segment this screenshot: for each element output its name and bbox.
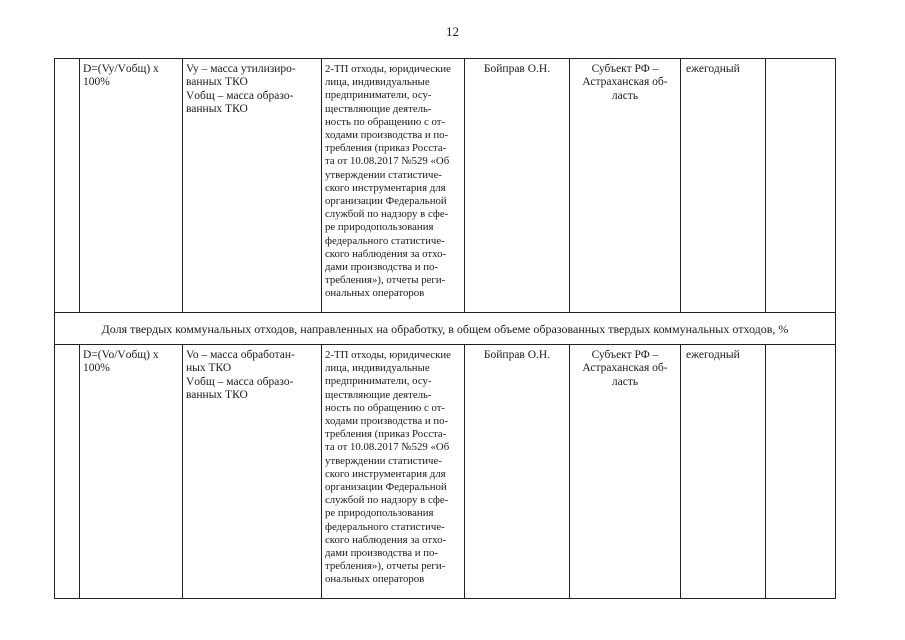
table-row [55,59,836,313]
source-cell: 2-ТП отходы, юридические лица, индивидуальные предприниматели, осу- ществляющие деятель- ность по обращению с от- ходами производства и по- требления (приказ Росста- та от 10.08.2017 №529 «Об утверждении статистиче- ского инструментария для организации Федеральной службой по надзору в сфе- ре природопользования федерального статистиче- ского наблюдения за отхо- дами производства и по- требления»), отчеты реги- ональных операторов [322,345,465,599]
formula-cell: D=(Vo/Vобщ) x 100% [80,345,183,599]
table-row [55,345,836,599]
section-title: Доля твердых коммунальных отходов, направленных на обработку, в общем объеме образованных твердых коммунальных отходов, % [55,313,836,345]
periodicity-cell: ежегодный [681,345,766,599]
note-cell [766,345,836,599]
responsible-cell: Бойправ О.Н. [465,59,570,313]
row-number-cell [55,59,80,313]
variables-cell: Vy – масса утилизиро- ванных ТКО Vобщ – масса образо- ванных ТКО [183,59,322,313]
source-cell: 2-ТП отходы, юридические лица, индивидуальные предприниматели, осу- ществляющие деятель- ность по обращению с от- ходами производства и по- требления (приказ Росста- та от 10.08.2017 №529 «Об утверждении статистиче- ского инструментария для организации Федеральной службой по надзору в сфе- ре природопользования федерального статистиче- ского наблюдения за отхо- дами производства и по- требления»), отчеты реги- ональных операторов [322,59,465,313]
indicator-table [54,58,836,599]
note-cell [766,59,836,313]
subject-cell: Субъект РФ – Астраханская об- ласть [570,345,681,599]
variables-cell: Vo – масса обработан- ных ТКО Vобщ – масса образо- ванных ТКО [183,345,322,599]
subject-cell: Субъект РФ – Астраханская об- ласть [570,59,681,313]
formula-cell: D=(Vy/Vобщ) x 100% [80,59,183,313]
page-number: 12 [446,24,459,39]
section-header-row [55,313,836,345]
row-number-cell [55,345,80,599]
responsible-cell: Бойправ О.Н. [465,345,570,599]
periodicity-cell: ежегодный [681,59,766,313]
